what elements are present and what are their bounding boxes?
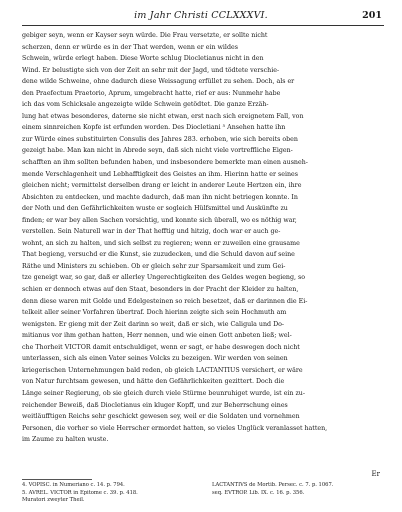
- text-line: der Noth und den Gefährlichkeiten wuste er sogleich Hülfsmittel und Auskünfte zu: [22, 205, 288, 213]
- text-line: Absichten zu entdecken, und machte dadurch, daß man ihn nicht betriegen konnte. In: [22, 193, 298, 201]
- text-line: wenigsten. Er gieng mit der Zeit darinn so weit, daß er sich, wie Caligula und Do-: [22, 320, 285, 328]
- text-line: gleichen nicht; vermittelst derselben drang er leicht in anderer Leute Hertzen ein, ihre: [22, 182, 302, 190]
- text-line: mende Verschlagenheit und Lebhafftigkeit des Geistes an ihm. Hierinn hatte er seines: [22, 170, 298, 178]
- footnote-line: LACTANTIVS de Mortib. Persec. c. 7. p. 1067.: [212, 482, 334, 488]
- footnote-rule: [22, 479, 92, 480]
- text-line: Wind. Er belustigte sich von der Zeit an sehr mit der Jagd, und tödtete verschie-: [22, 66, 280, 74]
- running-title: im Jahr Christi CCLXXXVI.: [134, 10, 268, 21]
- text-line: von Natur furchtsam gewesen, und hätte den Gefährlichkeiten gezittert. Doch die: [22, 378, 285, 386]
- text-line: That begieng, versuchd er die Kunst, sie zuzudecken, und die Schuld davon auf seine: [22, 251, 295, 259]
- footnote-line: seq. EVTROP. Lib. IX. c. 16. p. 356.: [212, 489, 305, 496]
- text-line: finden; er war bey allen Sachen vorsichtig, und konnte sich überall, wo es nöthig war,: [22, 216, 297, 224]
- text-line: tze geneigt war, so gar, daß er allerley Ungerechtigkeiten des Geldes wegen begieng, so: [22, 274, 306, 282]
- text-line: denn diese waren mit Golde und Edelgesteinen so reich besetzet, daß er darinnen die Ei-: [22, 297, 308, 305]
- body-text: [22, 30, 384, 446]
- text-line: verstellen. Sein Naturell war in der That hefftig und hitzig, doch war er auch ge-: [22, 228, 281, 236]
- text-line: schien er dennoch etwas auf den Staat, besonders in der Pracht der Kleider zu halten,: [22, 286, 299, 294]
- text-line: ich das vom Schicksale angezeigte wilde Schwein getödtet. Die ganze Erzäh-: [22, 101, 269, 109]
- catchword: Er: [371, 470, 380, 478]
- footnote-line: Muratori zweyter Theil.: [22, 497, 85, 503]
- text-line: telkeit aller seiner Vorfahren übertraf. Doch hierinn zeigte sich sein Hochmuth am: [22, 309, 287, 317]
- text-line: zur Würde eines substituirten Consulis des Jahres 283. erhoben, wie sich bereits oben: [22, 135, 298, 143]
- text-line: Schwein, würde erlegt haben. Diese Worte schlug Diocletianus nicht in den: [22, 55, 264, 63]
- text-line: einem sinnreichen Kopfe ist erfunden worden. Des Diocletiani ⁵ Ansehen hatte ihn: [22, 124, 286, 132]
- text-line: lung hat etwas besonderes, daterne sie nicht etwan, erst nach sich ereignetem Fall, von: [22, 112, 304, 120]
- footnotes-left-column: [22, 482, 202, 505]
- text-line: unterlassen, sich als einen Vater seines Volcks zu bezeigen. Wir werden von seinen: [22, 355, 288, 363]
- text-line: Personen, die vorher so viele Herrscher ermordet hatten, so vieles Unglück veranlasset hatten,: [22, 424, 328, 432]
- page-number: 201: [362, 10, 382, 21]
- text-line: Räthe und Ministers zu schieben. Ob er gleich sehr zur Sparsamkeit und zum Gei-: [22, 262, 286, 270]
- text-line: den Praefectum Praetorio, Aprum, umgebracht hatte, rief er aus: Nunmehr habe: [22, 89, 281, 97]
- text-line: weitläufftigen Reichs sehr geschickt gewesen sey, weil er die Soldaten und vornehmen: [22, 413, 300, 421]
- text-line: im Zaume zu halten wuste.: [22, 436, 109, 444]
- text-line: gezeigt habe. Man kan nicht in Abrede seyn, daß sich nicht viele vortreffliche Eigen-: [22, 147, 293, 155]
- text-line: mitianus vor ihm gethan hatten, Herr nennen, und wie einen Gott anbeten ließ; wel-: [22, 332, 292, 340]
- text-line: che Thorheit VICTOR damit entschuldiget, wenn er sagt, er habe deswegen doch nicht: [22, 343, 300, 351]
- footnotes-right-column: [212, 482, 384, 497]
- footnote-line: 4. VOPISC. in Numeriano c. 14. p. 794.: [22, 482, 125, 488]
- text-line: scherzen, denn er würde es in der That werden, wenn er ein wildes: [22, 43, 238, 51]
- text-line: kriegerischen Unternehmungen bald reden, ob gleich LACTANTIUS versichert, er wäre: [22, 366, 303, 374]
- page-header: [0, 10, 402, 26]
- header-rule: [22, 25, 384, 26]
- text-line: Länge seiner Regierung, ob sie gleich durch viele Stürme beunruhiget wurde, ist ein zu-: [22, 389, 305, 397]
- footnote-line: 5. AVREL. VICTOR in Epitome c. 39. p. 418.: [22, 489, 138, 496]
- text-line: gebiger seyn, wenn er Kayser seyn würde. Die Frau versetzte, er sollte nicht: [22, 32, 268, 39]
- text-line: reichender Beweiß, daß Diocletianus ein kluger Kopff, und zur Beherrschung eines: [22, 401, 288, 409]
- text-line: dene wilde Schweine, ohne dadurch diese Weissagung erfüllet zu sehen. Doch, als er: [22, 78, 295, 86]
- text-line: schafften an ihm sollten befunden haben, und insbesondere bemerkte man einen ausneh-: [22, 159, 308, 167]
- text-line: wohnt, an sich zu halten, und sich selbst zu regieren; wenn er zuweilen eine grausame: [22, 239, 300, 247]
